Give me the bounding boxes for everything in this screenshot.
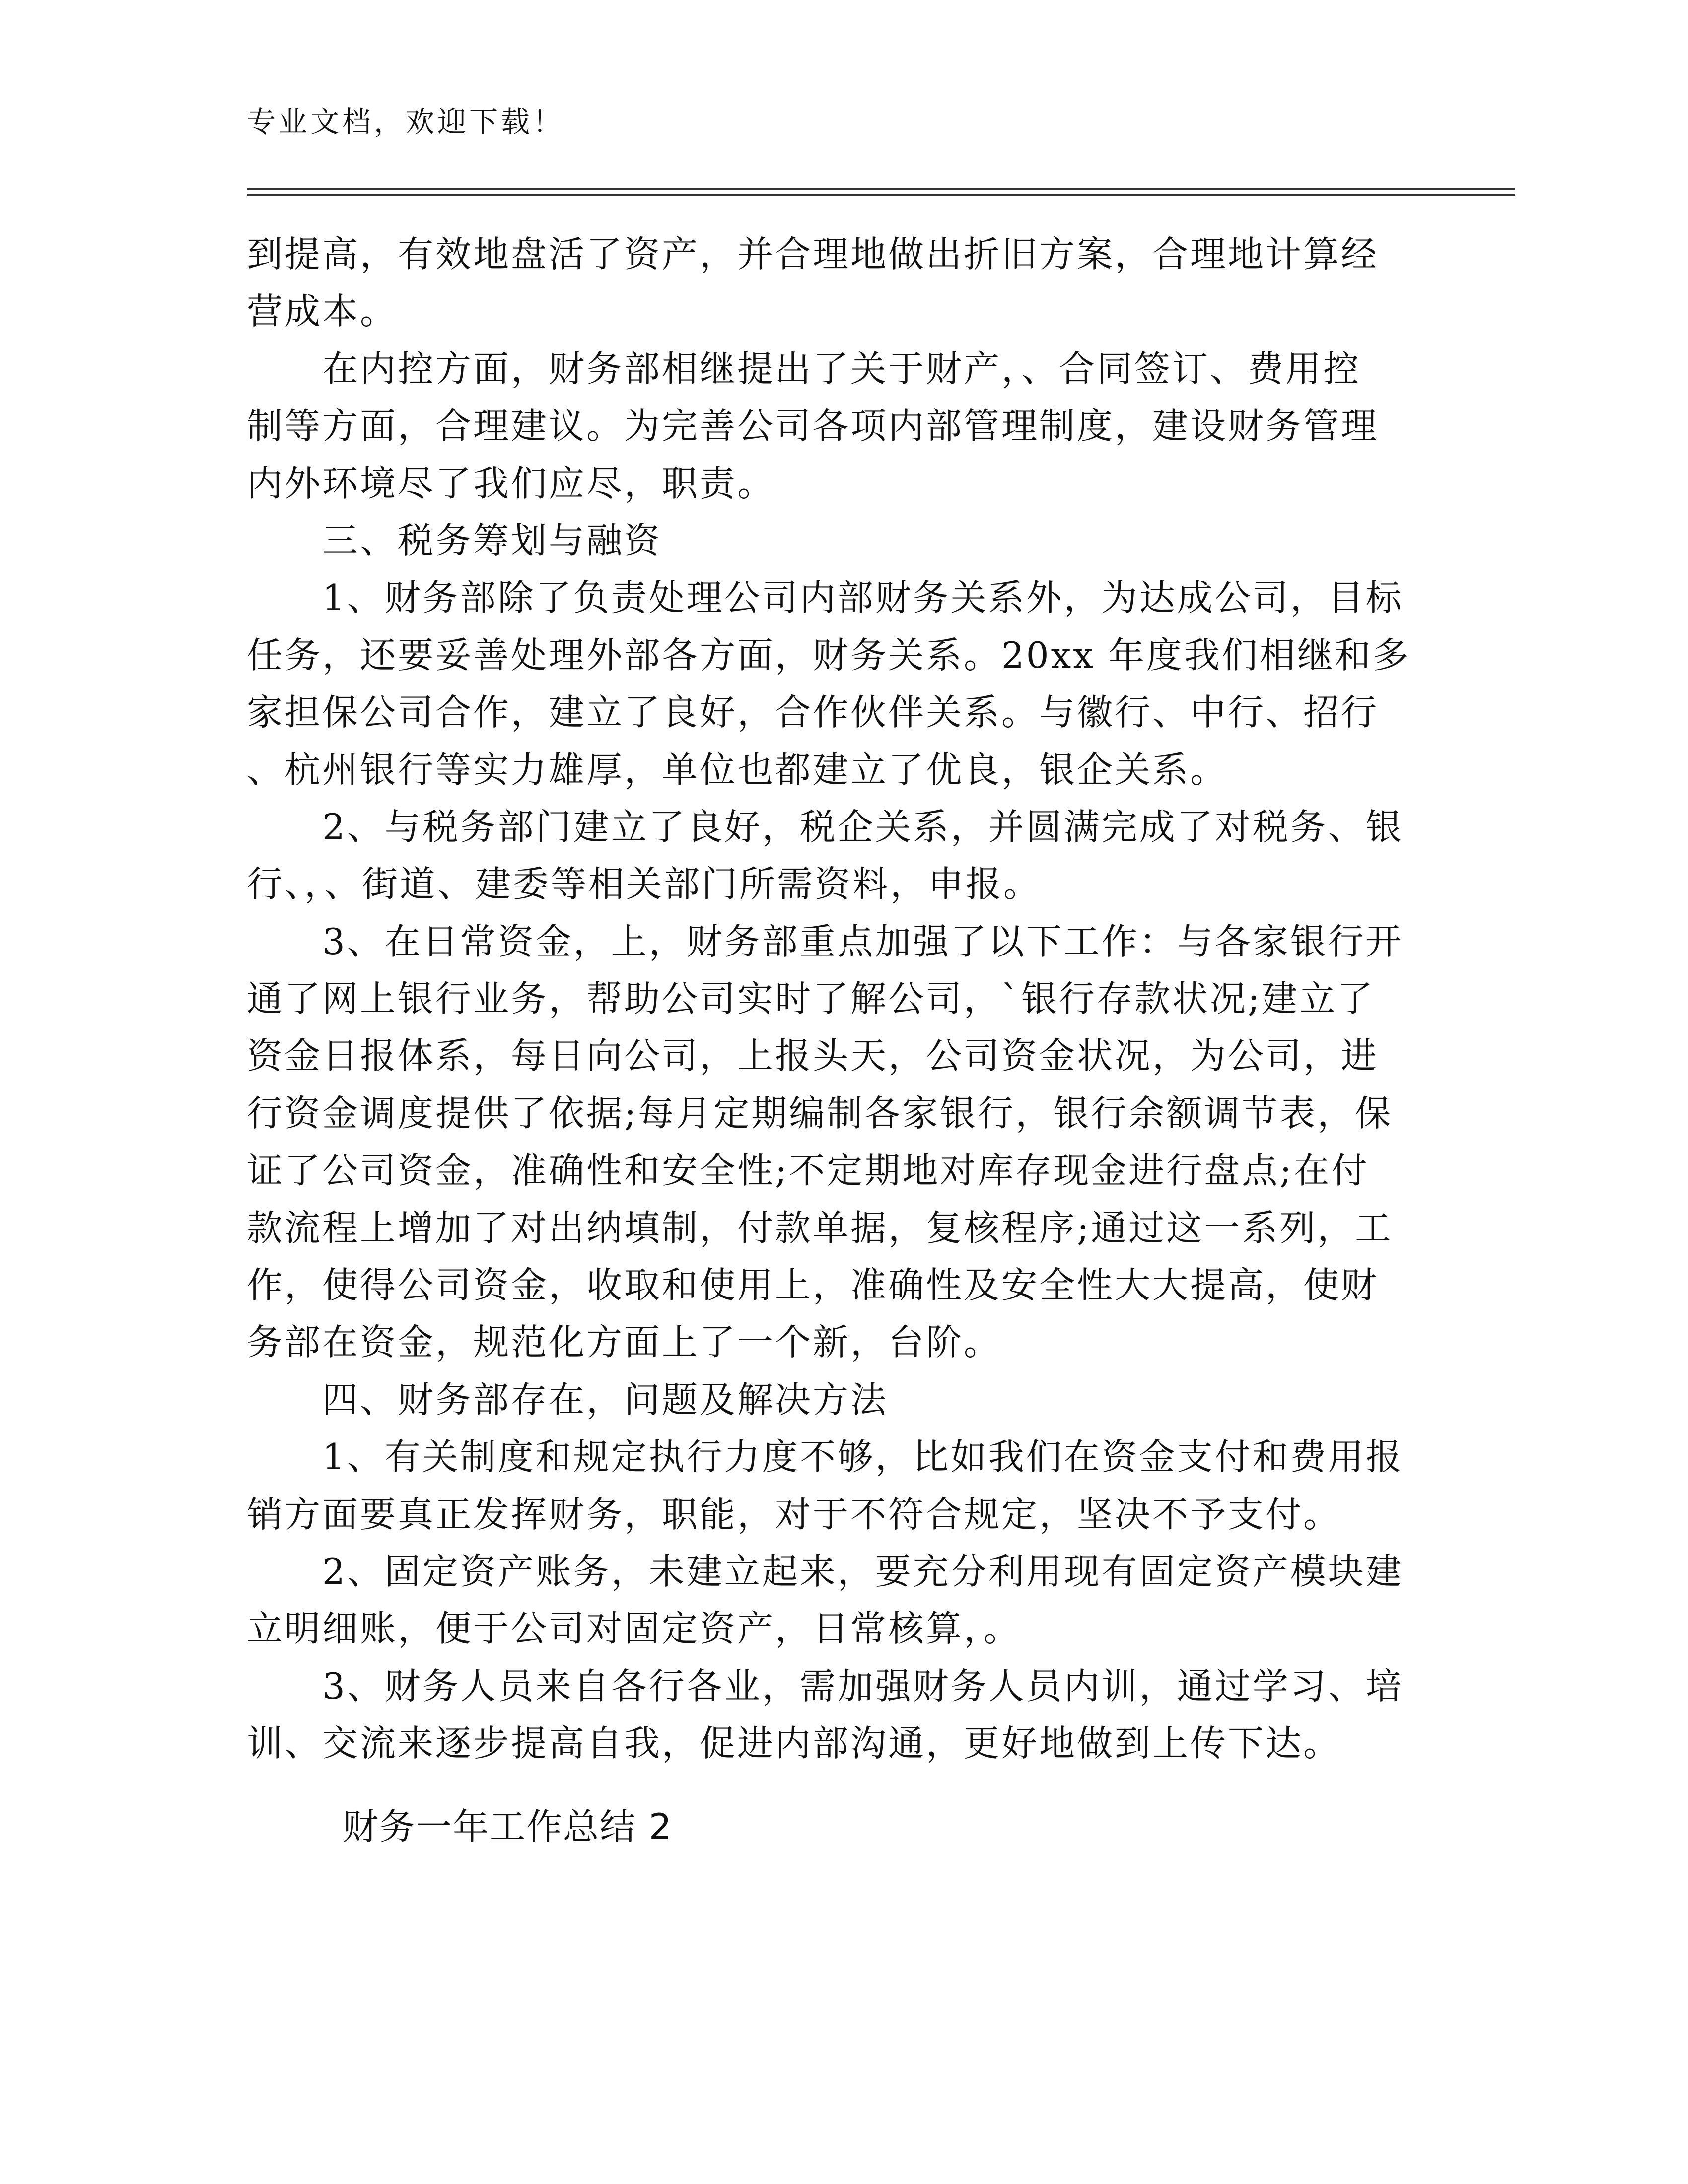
body-line: 四、财务部存在，问题及解决方法 [322, 1378, 889, 1421]
body-line: 销方面要真正发挥财务，职能，对于不符合规定，坚决不予支付。 [247, 1493, 1341, 1535]
body-line: 制等方面，合理建议。为完善公司各项内部管理制度，建设财务管理 [247, 405, 1379, 447]
header-double-rule [247, 188, 1515, 196]
body-line: 3、在日常资金，上，财务部重点加强了以下工作：与各家银行开 [322, 920, 1404, 962]
body-line: 家担保公司合作，建立了良好，合作伙伴关系。与徽行、中行、招行 [247, 691, 1379, 734]
page-header: 专业文档，欢迎下载！ [247, 105, 565, 138]
body-line: 、杭州银行等实力雄厚，单位也都建立了优良，银企关系。 [247, 749, 1228, 791]
body-line: 3、财务人员来自各行各业，需加强财务人员内训，通过学习、培 [322, 1665, 1404, 1707]
body-line: 营成本。 [247, 290, 398, 333]
body-line: 款流程上增加了对出纳填制，付款单据，复核程序;通过这一系列，工 [247, 1207, 1393, 1249]
body-line: 2、与税务部门建立了良好，税企关系，并圆满完成了对税务、银 [322, 806, 1404, 848]
body-line: 2、固定资产账务，未建立起来，要充分利用现有固定资产模块建 [322, 1550, 1404, 1592]
body-line: 立明细账，便于公司对固定资产，日常核算，。 [247, 1608, 1022, 1650]
body-line: 作，使得公司资金，收取和使用上，准确性及安全性大大提高，使财 [247, 1264, 1379, 1306]
body-line: 通了网上银行业务，帮助公司实时了解公司，`银行存款状况;建立了 [247, 978, 1375, 1020]
body-line: 务部在资金，规范化方面上了一个新，台阶。 [247, 1321, 1002, 1364]
body-line: 1、财务部除了负责处理公司内部财务关系外，为达成公司，目标 [322, 577, 1404, 619]
document-body [247, 226, 1453, 1773]
body-line: 证了公司资金，准确性和安全性;不定期地对库存现金进行盘点;在付 [247, 1150, 1369, 1192]
body-line: 到提高，有效地盘活了资产，并合理地做出折旧方案，合理地计算经 [247, 233, 1379, 275]
body-line: 行、，、街道、建委等相关部门所需资料，申报。 [247, 863, 1042, 905]
body-line: 内外环境尽了我们应尽，职责。 [247, 462, 775, 504]
body-line: 1、有关制度和规定执行力度不够，比如我们在资金支付和费用报 [322, 1436, 1404, 1478]
body-line: 任务，还要妥善处理外部各方面，财务关系。20xx 年度我们相继和多 [247, 634, 1410, 676]
section-title: 财务一年工作总结 2 [343, 1806, 673, 1847]
body-line: 在内控方面，财务部相继提出了关于财产，、合同签订、费用控 [322, 347, 1361, 390]
body-line: 资金日报体系，每日向公司，上报头天，公司资金状况，为公司，进 [247, 1035, 1379, 1077]
body-line: 行资金调度提供了依据;每月定期编制各家银行，银行余额调节表，保 [247, 1092, 1393, 1134]
body-line: 三、税务筹划与融资 [322, 519, 662, 561]
body-line: 训、交流来逐步提高自我，促进内部沟通，更好地做到上传下达。 [247, 1722, 1341, 1765]
